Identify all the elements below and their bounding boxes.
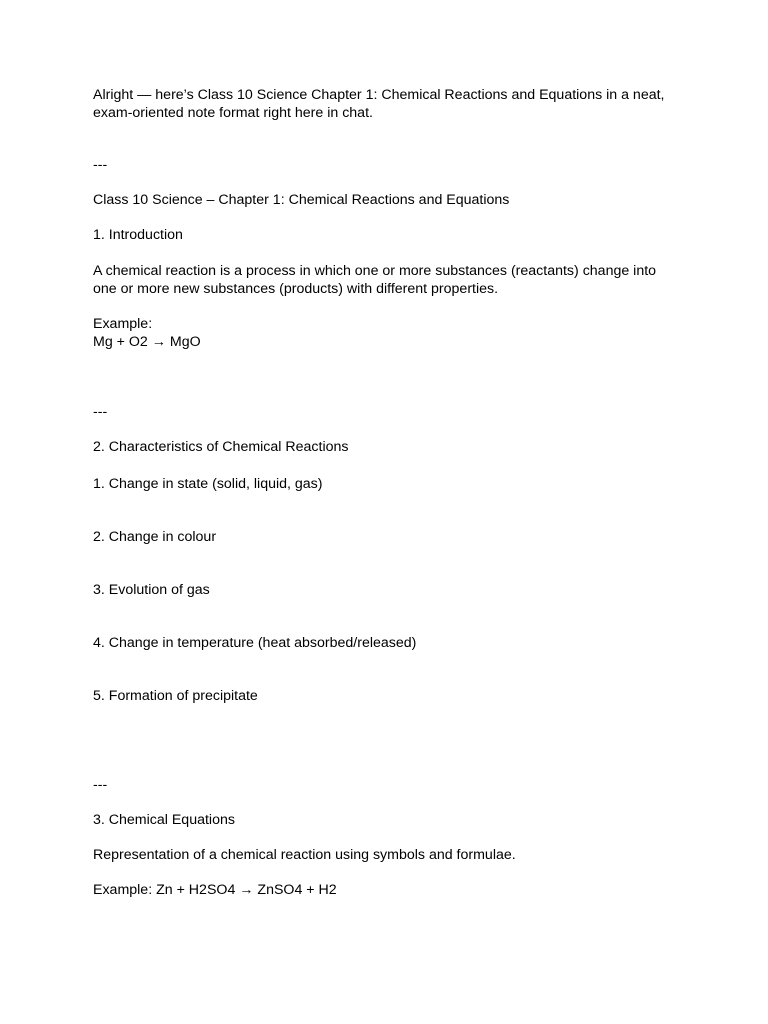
introduction-definition: A chemical reaction is a process in which one or more substances (reactants) change into one or more new substances (products) with different properties. bbox=[93, 263, 661, 297]
chemical-equations-definition: Representation of a chemical reaction using symbols and formulae. bbox=[93, 847, 516, 863]
characteristic-item: 3. Evolution of gas bbox=[93, 582, 210, 598]
section-separator: --- bbox=[93, 157, 108, 173]
characteristics-heading: 2. Characteristics of Chemical Reactions bbox=[93, 439, 349, 455]
introduction-heading: 1. Introduction bbox=[93, 227, 183, 243]
characteristic-item: 4. Change in temperature (heat absorbed/released) bbox=[93, 635, 417, 651]
characteristic-item: 1. Change in state (solid, liquid, gas) bbox=[93, 476, 323, 492]
characteristic-item: 5. Formation of precipitate bbox=[93, 688, 258, 704]
characteristic-item: 2. Change in colour bbox=[93, 529, 217, 545]
section-separator: --- bbox=[93, 777, 108, 793]
intro-paragraph: Alright — here’s Class 10 Science Chapter 1: Chemical Reactions and Equations in a neat, exam-oriented note format right here in chat. bbox=[93, 87, 669, 121]
chemical-equations-example: Example: Zn + H2SO4 → ZnSO4 + H2 bbox=[93, 882, 337, 898]
example-label: Example: bbox=[93, 316, 153, 332]
example-equation: Mg + O2 → MgO bbox=[93, 334, 201, 350]
chemical-equations-heading: 3. Chemical Equations bbox=[93, 812, 235, 828]
document-title: Class 10 Science – Chapter 1: Chemical Reactions and Equations bbox=[93, 192, 510, 208]
section-separator: --- bbox=[93, 404, 108, 420]
